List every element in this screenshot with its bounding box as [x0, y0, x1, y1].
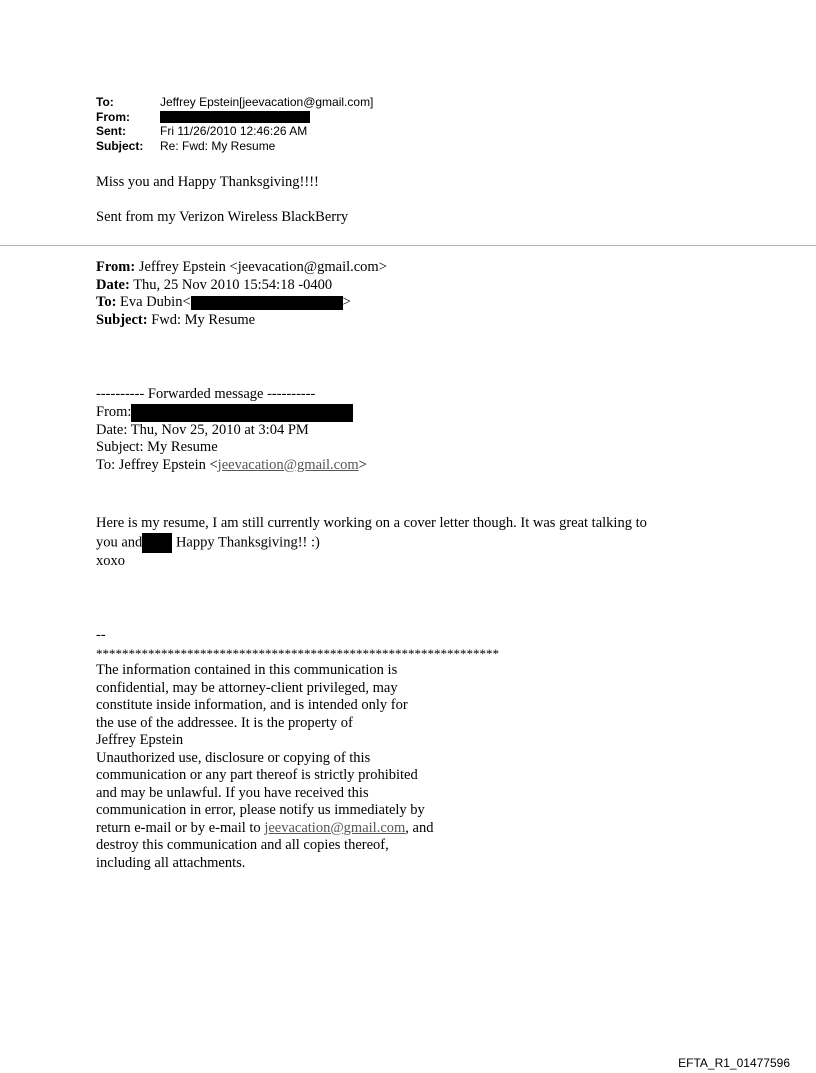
- forwarded-subject-row: Subject: My Resume: [96, 439, 218, 455]
- redaction-box: [131, 404, 353, 422]
- disclaimer: -- ************************************************************** The information contained in this communication is confidential, may be attorney-client privileged, may constitute inside information, and is intended only for the use of the addressee. It is the property of Jeffrey Epstein Unauthorized use, disclosure or copying of this communication or any part thereof is strictly prohibited and may be unlawful. If you have received this communication in error, please notify us immediately by return e-mail or by e-mail to jeevacation@gmail.com, and destroy this communication and all copies thereof, including all attachments.: [96, 627, 499, 871]
- sent-label: Sent:: [96, 124, 126, 138]
- forwarded-header: [96, 386, 367, 474]
- sent-value: Fri 11/26/2010 12:46:26 AM: [160, 124, 308, 138]
- quoted-date-row: Date: Thu, 25 Nov 2010 15:54:18 -0400: [96, 276, 333, 293]
- to-label: To:: [96, 95, 114, 109]
- message-body: Here is my resume, I am still currently working on a cover letter though. It was great talking to you and Happy Thanksgiving!! :) xoxo: [96, 515, 647, 569]
- forwarded-date-row: Date: Thu, Nov 25, 2010 at 3:04 PM: [96, 421, 309, 438]
- redaction-box: [160, 111, 310, 123]
- redaction-box: [142, 533, 172, 553]
- subject-label: Subject:: [96, 138, 144, 153]
- to-value: Jeffrey Epstein[jeevacation@gmail.com]: [160, 95, 374, 109]
- forwarded-to-row: To: Jeffrey Epstein <jeevacation@gmail.com>: [96, 456, 367, 473]
- bates-number: EFTA_R1_01477596: [678, 1056, 790, 1070]
- quoted-from-row: From: Jeffrey Epstein <jeevacation@gmail.com>: [96, 259, 387, 275]
- quoted-subject-row: Subject: Fwd: My Resume: [96, 311, 256, 328]
- from-label: From:: [96, 109, 130, 124]
- quoted-to-row: To: Eva Dubin< >: [96, 294, 351, 310]
- reply-signature: Sent from my Verizon Wireless BlackBerry: [96, 209, 349, 225]
- email-link[interactable]: jeevacation@gmail.com: [264, 819, 406, 836]
- subject-value: Re: Fwd: My Resume: [160, 138, 276, 153]
- disclaimer-stars: **************************************************************: [96, 645, 499, 661]
- reply-body: Miss you and Happy Thanksgiving!!!!: [96, 174, 319, 190]
- forwarded-from-row: From:: [96, 404, 367, 422]
- redaction-box: [191, 296, 343, 310]
- forwarded-divider: ---------- Forwarded message ----------: [96, 386, 316, 402]
- separator-line: [0, 245, 816, 246]
- email-link[interactable]: jeevacation@gmail.com: [217, 456, 359, 473]
- quoted-header: [96, 259, 387, 329]
